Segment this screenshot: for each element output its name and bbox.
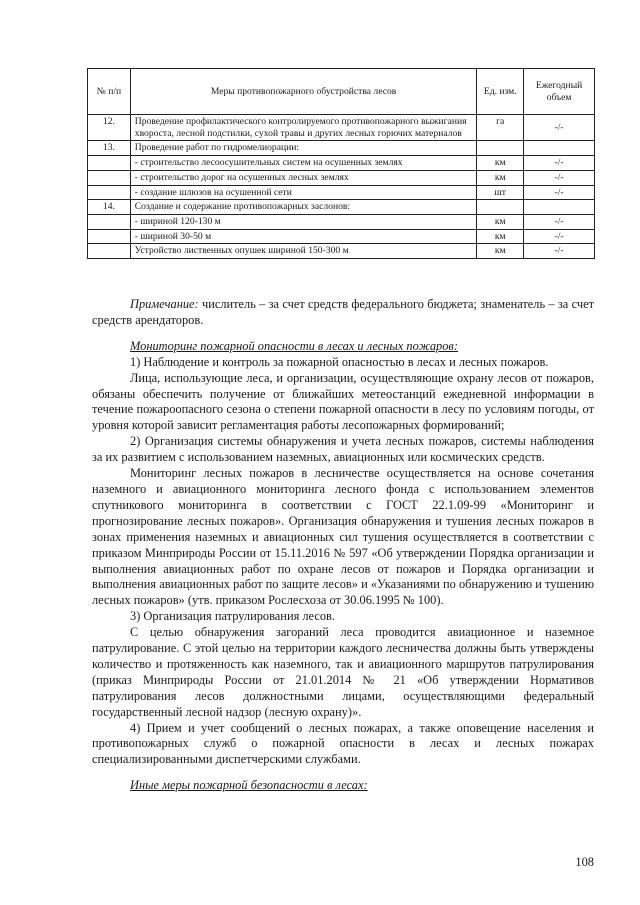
cell-unit (477, 141, 524, 156)
cell-unit: га (477, 115, 524, 141)
page-number: 108 (575, 855, 594, 869)
cell-volume: -/- (524, 115, 595, 141)
table-row (88, 185, 595, 200)
table-row (88, 115, 595, 141)
cell-name: - создание шлюзов на осушенной сети (130, 185, 477, 200)
cell-volume (524, 141, 595, 156)
paragraph: 2) Организация системы обнаружения и учета лесных пожаров, системы наблюдения за их развитием с использованием наземных, авиационных или космических средств. (92, 434, 594, 465)
cell-name: - строительство дорог на осушенных лесных землях (130, 170, 477, 185)
cell-name: Проведение работ по гидромелиорации: (130, 141, 477, 156)
fire-measures-table (87, 68, 595, 259)
paragraph: 1) Наблюдение и контроль за пожарной опасностью в лесах и лесных пожаров. (130, 354, 549, 369)
cell-num (88, 229, 131, 244)
cell-unit: км (477, 214, 524, 229)
section-heading-other-measures: Иные меры пожарной безопасности в лесах: (130, 778, 368, 793)
header-volume: Ежегодный объем (524, 69, 595, 115)
header-unit: Ед. изм. (477, 69, 524, 115)
cell-unit (477, 200, 524, 215)
paragraph: С целью обнаружения загораний леса проводится авиационное и наземное патрулирование. С этой целью на территории каждого лесничества должны быть утверждены количество и протяженность как наземного, так и авиационного маршрутов патрулирования (приказ Минприроды России от 21.01.2014 № 21 «Об утверждении Нормативов патрулирования лесов должностными лицами, осуществляющими федеральный государственный лесной надзор (лесную охрану)». (92, 625, 594, 719)
note-label: Примечание: (130, 297, 199, 311)
table-row (88, 156, 595, 171)
cell-num (88, 156, 131, 171)
cell-volume: -/- (524, 229, 595, 244)
header-num: № п/п (88, 69, 131, 115)
note-paragraph (92, 297, 594, 329)
cell-name: Устройство лиственных опушек шириной 150-300 м (130, 244, 477, 259)
paragraph: Мониторинг лесных пожаров в лесничестве осуществляется на основе сочетания наземного и авиационного мониторинга лесного фонда с использованием элементов спутникового мониторинга в соответствии с ГОСТ 22.1.09-99 «Мониторинг и прогнозирование лесных пожаров». Организация обнаружения и тушения лесных пожаров в зонах применения наземных и авиационных сил тушения осуществляется в соответствии с приказом Минприроды России от 15.11.2016 № 597 «Об утверждении Порядка организации и выполнения авиационных работ по охране лесов от пожаров и Порядка организации и выполнения авиационных работ по защите лесов» и «Указаниями по обнаружению и тушению лесных пожаров» (утв. приказом Рослесхоза от 30.06.1995 № 100). (92, 466, 594, 608)
body-text (92, 297, 594, 794)
cell-name: - шириной 30-50 м (130, 229, 477, 244)
cell-num: 12. (88, 115, 131, 141)
table-row (88, 244, 595, 259)
table-row (88, 229, 595, 244)
cell-unit: км (477, 170, 524, 185)
cell-unit: км (477, 229, 524, 244)
paragraph: Лица, использующие леса, и организации, осуществляющие охрану лесов от пожаров, обязаны обеспечить получение от ближайших метеостанций ежедневной информации в течение пожароопасного сезона о степени пожарной опасности в лесу по условиям погоды, от уровня которой зависит регламентация работы лесопожарных формирований; (92, 370, 594, 433)
cell-unit: км (477, 244, 524, 259)
cell-num (88, 214, 131, 229)
cell-volume: -/- (524, 156, 595, 171)
note-text: числитель – за счет средств федерального бюджета; знаменатель – за счет средств арендаторов. (92, 297, 594, 327)
header-name: Меры противопожарного обустройства лесов (130, 69, 477, 115)
spacer (92, 768, 594, 778)
table-row (88, 170, 595, 185)
cell-volume: -/- (524, 214, 595, 229)
cell-name: - шириной 120-130 м (130, 214, 477, 229)
table-row (88, 141, 595, 156)
cell-name: Проведение профилактического контролируемого противопожарного выжигания хвороста, лесной подстилки, сухой травы и других лесных горючих материалов (130, 115, 477, 141)
paragraph: 4) Прием и учет сообщений о лесных пожарах, а также оповещение населения и противопожарных служб о пожарной опасности в лесах и лесных пожарах специализированными диспетчерскими службами. (92, 720, 594, 767)
spacer (92, 329, 594, 339)
cell-num (88, 244, 131, 259)
table-row (88, 200, 595, 215)
cell-num: 14. (88, 200, 131, 215)
cell-unit: км (477, 156, 524, 171)
cell-volume: -/- (524, 170, 595, 185)
cell-num (88, 185, 131, 200)
cell-num: 13. (88, 141, 131, 156)
cell-volume (524, 200, 595, 215)
cell-num (88, 170, 131, 185)
table-header-row (88, 69, 595, 115)
cell-name: Создание и содержание противопожарных заслонов: (130, 200, 477, 215)
cell-volume: -/- (524, 244, 595, 259)
table-row (88, 214, 595, 229)
section-heading-monitoring: Мониторинг пожарной опасности в лесах и лесных пожаров: (130, 338, 458, 353)
paragraph: 3) Организация патрулирования лесов. (130, 609, 336, 624)
cell-unit: шт (477, 185, 524, 200)
cell-volume: -/- (524, 185, 595, 200)
cell-name: - строительство лесоосушительных систем на осушенных землях (130, 156, 477, 171)
